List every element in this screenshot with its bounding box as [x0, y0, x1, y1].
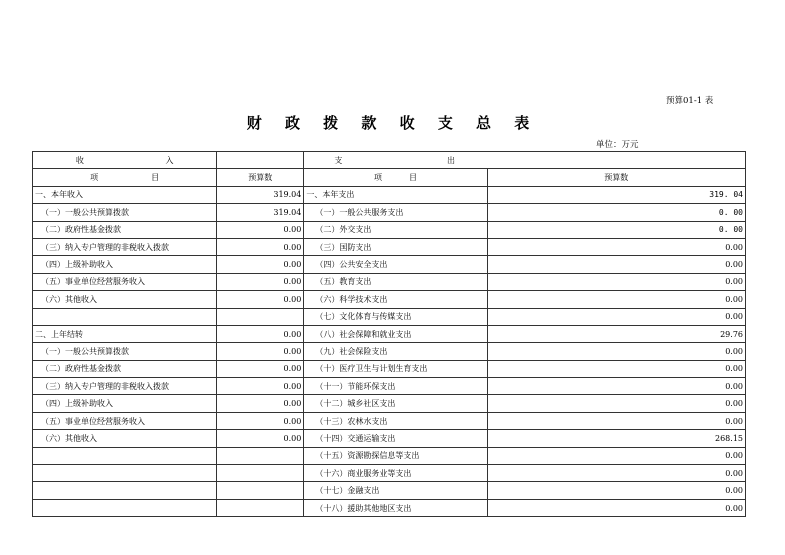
expense-item: （十二）城乡社区支出: [304, 395, 487, 412]
table-row: [33, 465, 746, 482]
income-value: 0.00: [217, 430, 304, 447]
expense-value: 0.00: [487, 395, 745, 412]
table-row: [33, 325, 746, 342]
expense-item: （十三）农林水支出: [304, 412, 487, 429]
expense-header-char-1: 支: [334, 155, 343, 165]
income-value: 0.00: [217, 412, 304, 429]
expense-item: （十六）商业服务业等支出: [304, 465, 487, 482]
income-value: 0.00: [217, 395, 304, 412]
income-value: [217, 499, 304, 516]
table-row: [33, 360, 746, 377]
expense-item: （五）教育支出: [304, 273, 487, 290]
expense-value: 0.00: [487, 291, 745, 308]
income-item: （二）政府性基金拨款: [33, 360, 217, 377]
table-row: [33, 291, 746, 308]
table-row: [33, 499, 746, 516]
unit-label: 单位：万元: [596, 140, 639, 150]
income-item: （三）纳入专户管理的非税收入拨款: [33, 378, 217, 395]
income-item: [33, 308, 217, 325]
income-item: [33, 447, 217, 464]
income-value: 0.00: [217, 360, 304, 377]
column-header-row: [33, 169, 746, 186]
expense-item-header: [304, 169, 487, 186]
expense-item: （十一）节能环保支出: [304, 378, 487, 395]
expense-value: 0. 00: [487, 221, 745, 238]
page-title: 财 政 拨 款 收 支 总 表: [246, 114, 539, 132]
expense-value: 0.00: [487, 343, 745, 360]
expense-value: 0.00: [487, 412, 745, 429]
expense-value: 0.00: [487, 308, 745, 325]
income-budget-header: 预算数: [217, 169, 304, 186]
income-value: 0.00: [217, 378, 304, 395]
income-item: （四）上级补助收入: [33, 256, 217, 273]
table-row: [33, 430, 746, 447]
income-value: 319.04: [217, 186, 304, 203]
income-header-char-1: 收: [75, 155, 84, 165]
table-row: [33, 204, 746, 221]
table-header-row: [33, 152, 746, 169]
expense-item: （八）社会保障和就业支出: [304, 325, 487, 342]
expense-value: 319. 04: [487, 186, 745, 203]
expense-item: （九）社会保险支出: [304, 343, 487, 360]
expense-header: [304, 152, 746, 169]
expense-value: 0.00: [487, 238, 745, 255]
expense-value: 0.00: [487, 256, 745, 273]
income-header: [33, 152, 217, 169]
expense-value: 0.00: [487, 447, 745, 464]
income-value: [217, 308, 304, 325]
table-row: [33, 412, 746, 429]
expense-item: 一、本年支出: [304, 186, 487, 203]
expense-value: 0.00: [487, 499, 745, 516]
income-value: 0.00: [217, 343, 304, 360]
income-item-header: [33, 169, 217, 186]
income-item: （一）一般公共预算拨款: [33, 343, 217, 360]
expense-item: （四）公共安全支出: [304, 256, 487, 273]
expense-item: （三）国防支出: [304, 238, 487, 255]
expense-item: （二）外交支出: [304, 221, 487, 238]
expense-value: 0.00: [487, 378, 745, 395]
item-char-2: 目: [409, 173, 418, 183]
income-item: （六）其他收入: [33, 430, 217, 447]
expense-item: （十八）援助其他地区支出: [304, 499, 487, 516]
table-row: [33, 395, 746, 412]
table-row: [33, 378, 746, 395]
income-item: （五）事业单位经营服务收入: [33, 412, 217, 429]
income-value: [217, 465, 304, 482]
expense-value: 29.76: [487, 325, 745, 342]
expense-item: （十四）交通运输支出: [304, 430, 487, 447]
table-row: [33, 482, 746, 499]
income-item: （三）纳入专户管理的非税收入拨款: [33, 238, 217, 255]
income-value: 0.00: [217, 273, 304, 290]
income-value: 319.04: [217, 204, 304, 221]
budget-table: [32, 151, 746, 517]
table-row: [33, 221, 746, 238]
expense-item: （十）医疗卫生与计划生育支出: [304, 360, 487, 377]
table-row: [33, 343, 746, 360]
income-value: [217, 482, 304, 499]
expense-value: 0.00: [487, 465, 745, 482]
empty-header-cell: [217, 152, 304, 169]
income-value: [217, 447, 304, 464]
income-header-char-2: 入: [165, 155, 174, 165]
item-char-1: 项: [373, 173, 382, 183]
table-row: [33, 273, 746, 290]
income-item: （一）一般公共预算拨款: [33, 204, 217, 221]
income-value: 0.00: [217, 291, 304, 308]
expense-value: 0.00: [487, 482, 745, 499]
expense-value: 0. 00: [487, 204, 745, 221]
table-row: [33, 238, 746, 255]
expense-value: 268.15: [487, 430, 745, 447]
item-char-2: 目: [151, 173, 160, 183]
income-item: 二、上年结转: [33, 325, 217, 342]
expense-item: （十七）金融支出: [304, 482, 487, 499]
income-value: 0.00: [217, 256, 304, 273]
expense-value: 0.00: [487, 273, 745, 290]
expense-item: （七）文化体育与传媒支出: [304, 308, 487, 325]
form-number: 预算01-1 表: [666, 96, 714, 106]
income-value: 0.00: [217, 325, 304, 342]
income-value: 0.00: [217, 221, 304, 238]
expense-item: （一）一般公共服务支出: [304, 204, 487, 221]
table-row: [33, 308, 746, 325]
income-item: [33, 499, 217, 516]
income-value: 0.00: [217, 238, 304, 255]
income-item: （五）事业单位经营服务收入: [33, 273, 217, 290]
income-item: [33, 482, 217, 499]
table-row: [33, 186, 746, 203]
expense-item: （六）科学技术支出: [304, 291, 487, 308]
item-char-1: 项: [90, 173, 99, 183]
income-item: （六）其他收入: [33, 291, 217, 308]
expense-value: 0.00: [487, 360, 745, 377]
table-row: [33, 256, 746, 273]
expense-header-char-2: 出: [447, 155, 455, 165]
table-row: [33, 447, 746, 464]
income-item: 一、本年收入: [33, 186, 217, 203]
expense-budget-header: 预算数: [487, 169, 745, 186]
income-item: （四）上级补助收入: [33, 395, 217, 412]
income-item: （二）政府性基金拨款: [33, 221, 217, 238]
income-item: [33, 465, 217, 482]
expense-item: （十五）资源勘探信息等支出: [304, 447, 487, 464]
